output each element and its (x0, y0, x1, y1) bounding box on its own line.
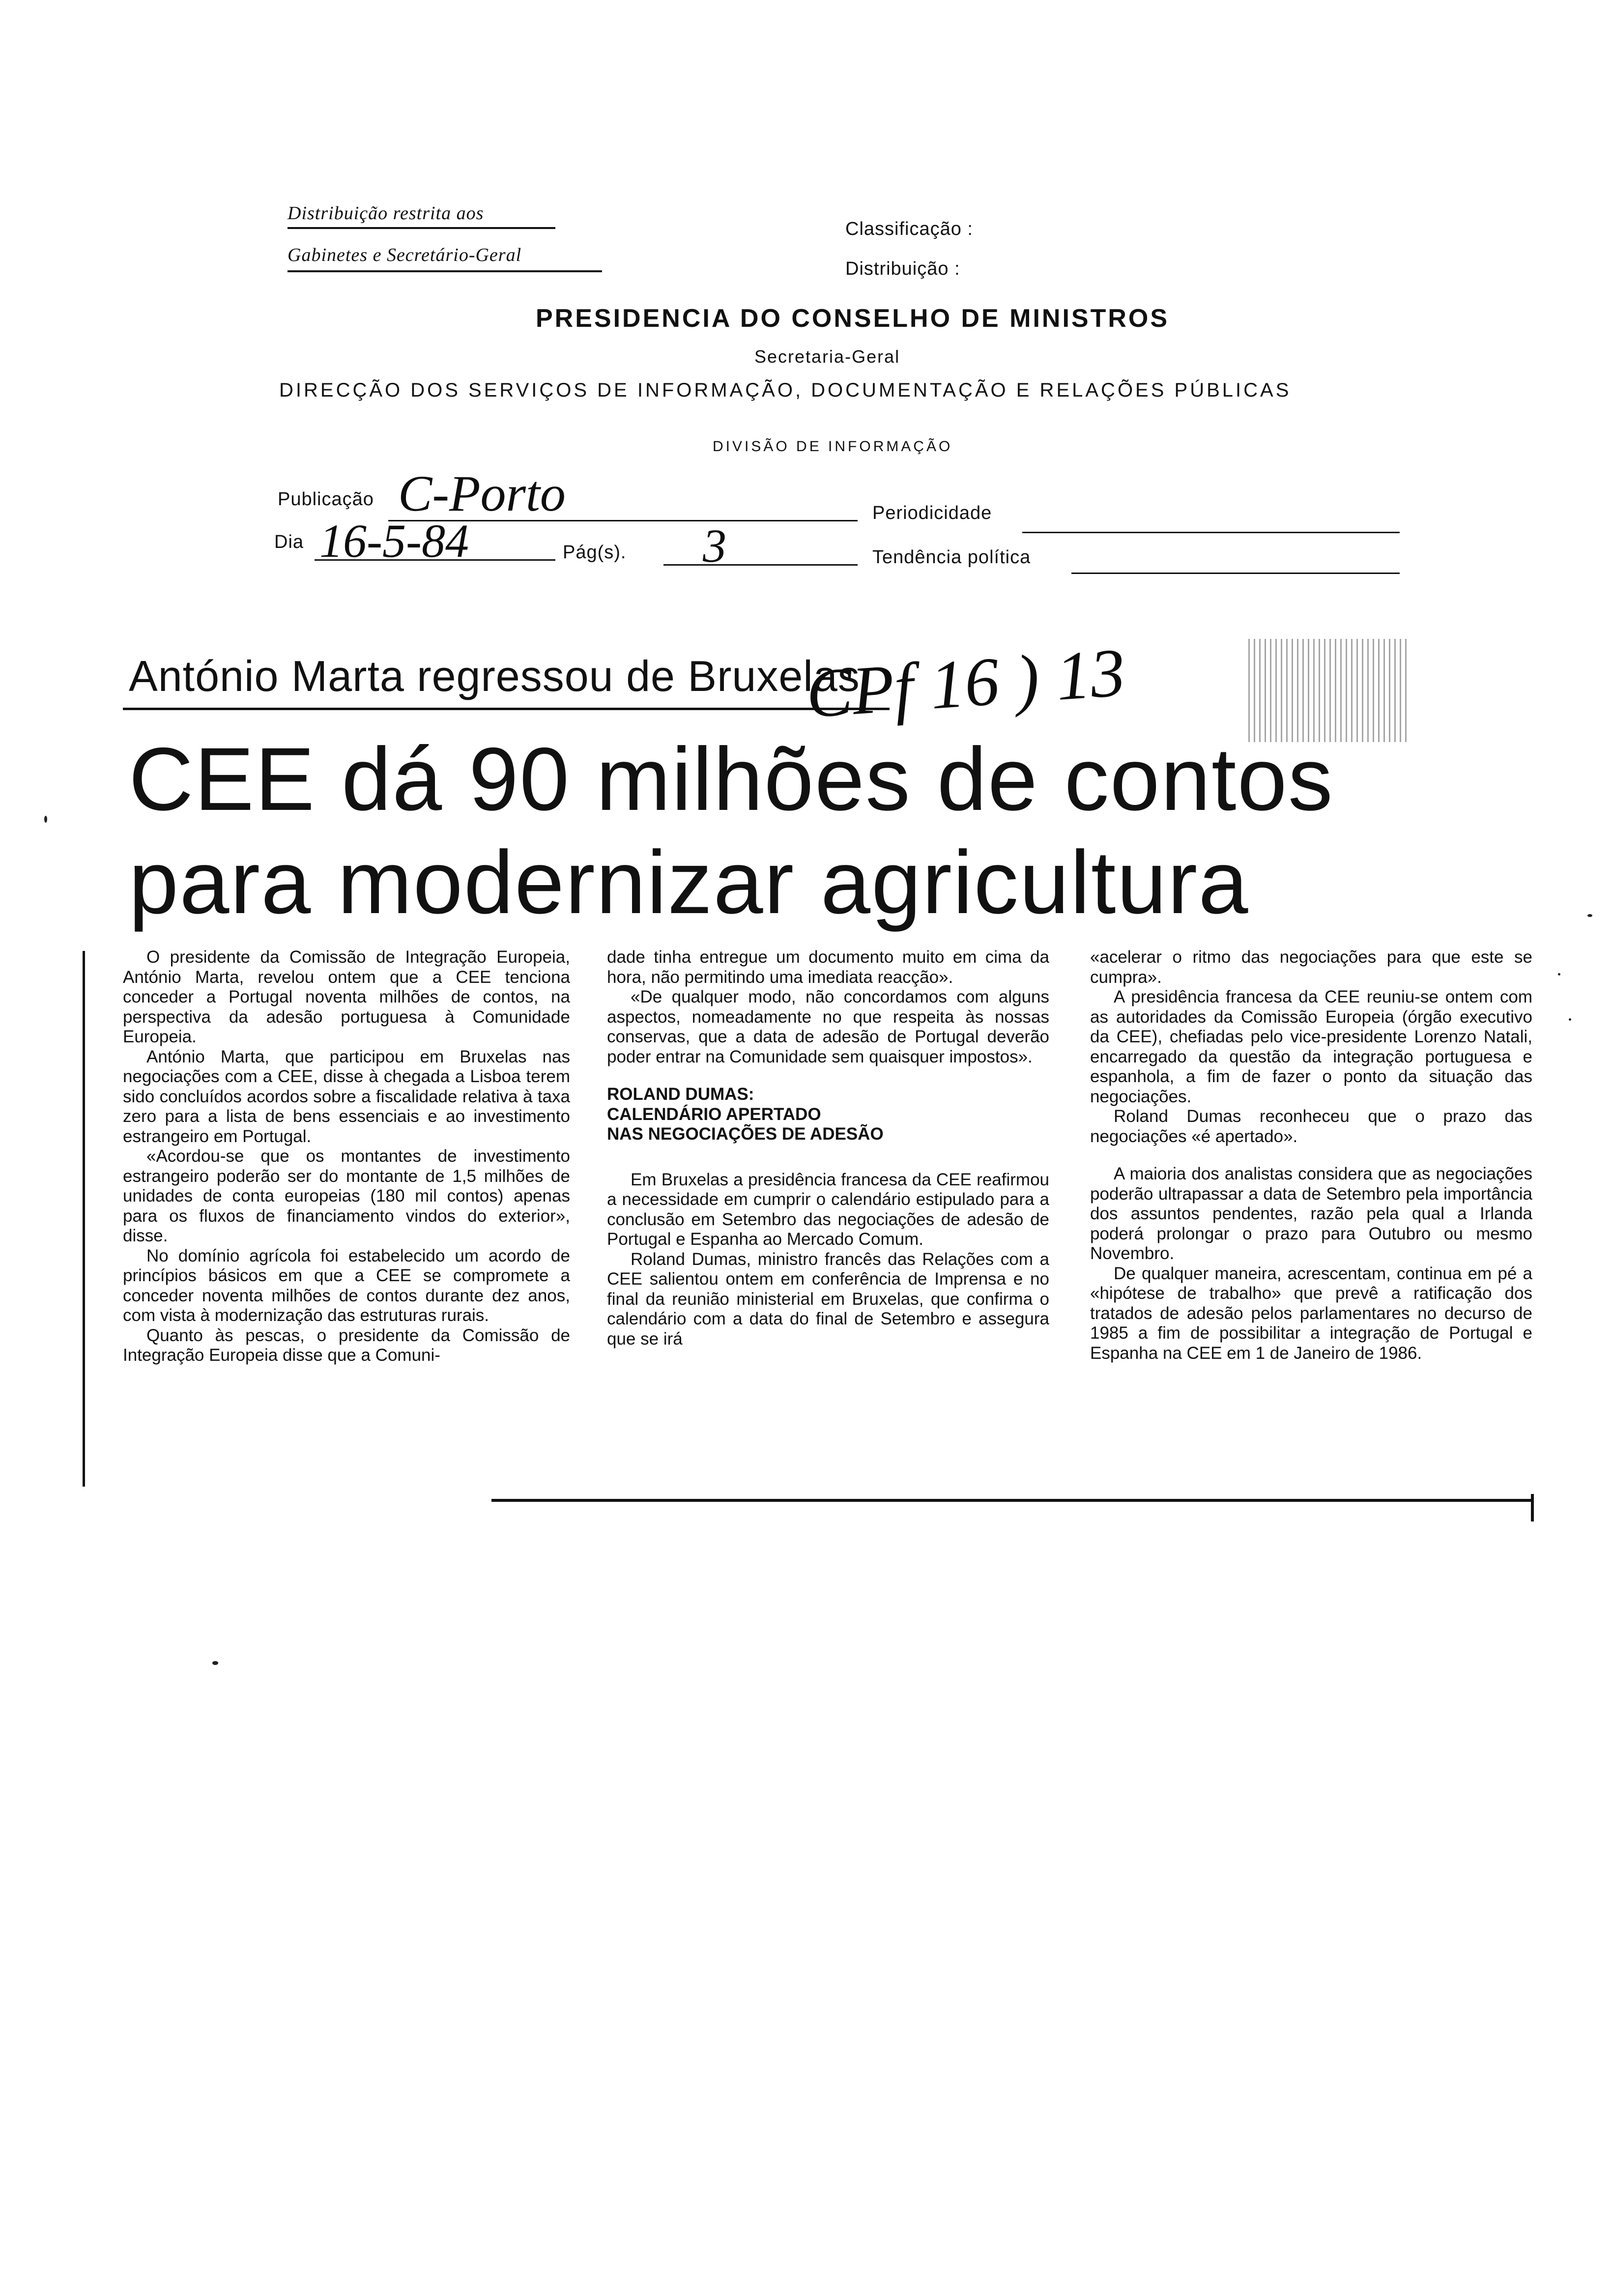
scan-speck (1587, 914, 1592, 917)
scan-speck (44, 816, 47, 823)
col2-paragraph: Roland Dumas, ministro francês das Relações com a CEE salientou ontem em conferência de Imprensa e no final da reunião ministerial em Bruxelas, que confirma o calendário com a data do final de Setembro e assegura que se irá (607, 1249, 1049, 1349)
col1-paragraph: No domínio agrícola foi estabelecido um acordo de princípios básicos em que a CEE se compromete a conceder noventa milhões de contos durante dez anos, com vista à modernização das estruturas rurais. (123, 1246, 570, 1325)
col3-paragraph: «acelerar o ritmo das negociações para que este se cumpra». (1090, 947, 1532, 987)
scan-noise-block (1248, 639, 1410, 742)
archive-stamp: CPf 16 ) 13 (804, 634, 1128, 733)
headline-line-1: CEE dá 90 milhões de contos (129, 729, 1334, 829)
col3-paragraph: Roland Dumas reconheceu que o prazo das negociações «é apertado». (1090, 1107, 1532, 1146)
distribution-line-2: Gabinetes e Secretário-Geral (288, 245, 522, 265)
dia-line (315, 559, 555, 561)
col2-subhead-line: NAS NEGOCIAÇÕES DE ADESÃO (607, 1124, 884, 1144)
scan-speck (212, 1661, 218, 1665)
article-column-2 (607, 947, 1049, 1349)
col2-paragraph: dade tinha entregue um documento muito em cima da hora, não permitindo uma imediata reacção». (607, 947, 1049, 987)
publicacao-label: Publicação (278, 489, 374, 510)
header-directorate: DIRECÇÃO DOS SERVIÇOS DE INFORMAÇÃO, DOCUMENTAÇÃO E RELAÇÕES PÚBLICAS (279, 379, 1292, 401)
periodicidade-line (1022, 532, 1400, 533)
publicacao-value: C-Porto (398, 465, 566, 522)
dia-value: 16-5-84 (319, 515, 469, 567)
article-bottom-rule (491, 1499, 1533, 1502)
col3-paragraph: A presidência francesa da CEE reuniu-se ontem com as autoridades da Comissão Europeia (órgão executivo da CEE), chefiadas pelo vice-presidente Lorenzo Natali, encarregado da questão da integração portuguesa e espanhola, a fim de fazer o ponto da situação das negociações. (1090, 987, 1532, 1106)
tendencia-line (1071, 573, 1400, 574)
pags-line (663, 564, 858, 566)
col2-paragraph: «De qualquer modo, não concordamos com alguns aspectos, nomeadamente no que respeita às nossas conservas, que a data de adesão de Portugal deverão poder entrar na Comunidade sem quaisquer impostos». (607, 987, 1049, 1066)
header-division: DIVISÃO DE INFORMAÇÃO (713, 438, 953, 455)
col1-paragraph: «Acordou-se que os montantes de investimento estrangeiro poderão ser do montante de 1,5 milhões de unidades de conta europeias (180 mil contos) apenas para os fluxos de financiamento vindos do exterior», disse. (123, 1147, 570, 1245)
article-bottom-tick (1531, 1494, 1534, 1521)
classification-label: Classificação : (845, 219, 973, 239)
left-column-rule (83, 951, 85, 1487)
kicker-rule (123, 708, 890, 710)
header-subtitle: Secretaria-Geral (754, 346, 900, 367)
article-kicker: António Marta regressou de Bruxelas (129, 652, 860, 700)
col1-paragraph: Quanto às pescas, o presidente da Comissão de Integração Europeia disse que a Comuni- (123, 1325, 570, 1365)
col2-subhead (607, 1085, 1049, 1145)
distribution-rule-2 (288, 270, 602, 272)
col3-paragraph: De qualquer maneira, acrescentam, continua em pé a «hipótese de trabalho» que prevê a ratificação dos tratados de adesão pelos parlamentares no decurso de 1985 a fim de possibilitar a integração de Portugal e Espanha na CEE em 1 de Janeiro de 1986. (1090, 1263, 1532, 1363)
distribution-line-1: Distribuição restrita aos (288, 203, 484, 224)
article-column-1 (123, 947, 570, 1366)
col1-paragraph: O presidente da Comissão de Integração Europeia, António Marta, revelou ontem que a CEE tenciona conceder a Portugal noventa milhões de contos, na perspectiva da adesão portuguesa à Comunidade Europeia. (123, 947, 570, 1046)
pags-value: 3 (703, 519, 726, 572)
pags-label: Pág(s). (563, 542, 627, 563)
col2-subhead-line: CALENDÁRIO APERTADO (607, 1104, 821, 1124)
distribution-rule-1 (288, 227, 555, 229)
article-column-3 (1090, 947, 1532, 1363)
scan-speck (1569, 1018, 1571, 1021)
dia-label: Dia (274, 532, 304, 552)
headline-line-2: para modernizar agricultura (129, 832, 1249, 932)
periodicidade-label: Periodicidade (872, 503, 992, 523)
tendencia-label: Tendência política (872, 547, 1031, 568)
scan-speck (1558, 973, 1560, 976)
col2-paragraph: Em Bruxelas a presidência francesa da CEE reafirmou a necessidade em cumprir o calendário estipulado para a conclusão em Setembro das negociações de adesão de Portugal e Espanha ao Mercado Comum. (607, 1170, 1049, 1249)
col2-subhead-line: ROLAND DUMAS: (607, 1085, 754, 1104)
header-title: PRESIDENCIA DO CONSELHO DE MINISTROS (536, 304, 1170, 333)
distribution-label: Distribuição : (845, 258, 960, 279)
col3-paragraph: A maioria dos analistas considera que as negociações poderão ultrapassar a data de Setembro pela importância dos assuntos pendentes, razão pela qual a Irlanda poderá prolongar o prazo para Outubro ou mesmo Novembro. (1090, 1164, 1532, 1263)
col1-paragraph: António Marta, que participou em Bruxelas nas negociações com a CEE, disse à chegada a Lisboa terem sido concluídos acordos sobre a fiscalidade relativa à taxa zero para a lista de bens essenciais e ao investimento estrangeiro em Portugal. (123, 1047, 570, 1146)
